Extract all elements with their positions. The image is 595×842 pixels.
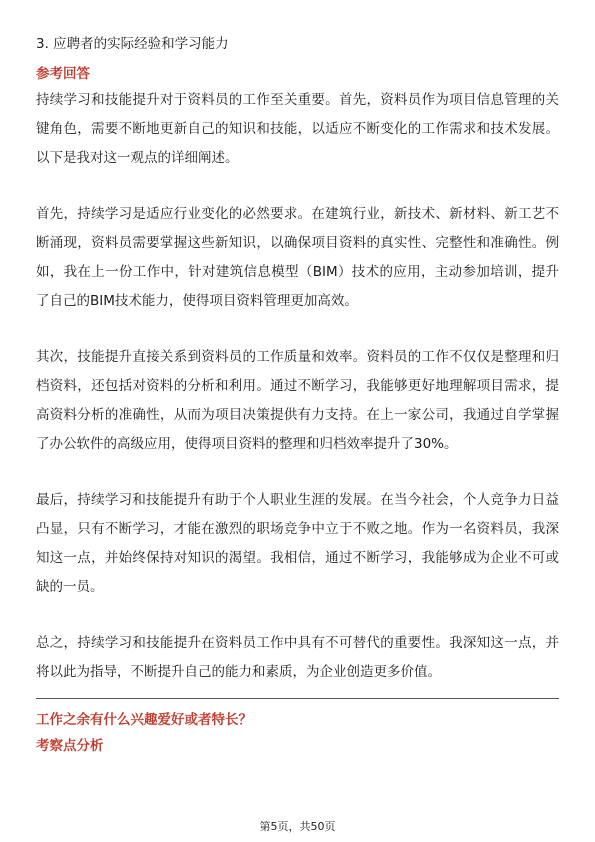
answer-paragraph-3: 其次，技能提升直接关系到资料员的工作质量和效率。资料员的工作不仅仅是整理和归档资料，还包括对资料的分析和利用。通过不断学习，我能够更好地理解项目需求，提高资料分析的准确性，从而为项目决策提供有力支持。在上一家公司，我通过自学掌握了办公软件的高级应用，使得项目资料的整理和归档效率提升了30%。 bbox=[36, 349, 559, 452]
answer-paragraph-2: 首先，持续学习是适应行业变化的必然要求。在建筑行业，新技术、新材料、新工艺不断涌现，资料员需要掌握这些新知识，以确保项目资料的真实性、完整性和准确性。例如，我在上一份工作中，针对建筑信息模型（BIM）技术的应用，主动参加培训，提升了自己的BIM技术能力，使得项目资料管理更加高效。 bbox=[36, 206, 559, 309]
analysis-label: 考察点分析 bbox=[36, 738, 104, 754]
page-footer: 第5页，共50页 bbox=[259, 820, 336, 833]
document-page bbox=[36, 32, 559, 759]
answer-paragraph-1: 持续学习和技能提升对于资料员的工作至关重要。首先，资料员作为项目信息管理的关键角色，需要不断地更新自己的知识和技能，以适应不断变化的工作需求和技术发展。以下是我对这一观点的详细阐述。 bbox=[36, 92, 559, 166]
next-question-heading: 工作之余有什么兴趣爱好或者特长？ bbox=[36, 712, 252, 728]
answer-paragraph-4: 最后，持续学习和技能提升有助于个人职业生涯的发展。在当今社会，个人竞争力日益凸显，只有不断学习，才能在激烈的职场竞争中立于不败之地。作为一名资料员，我深知这一点，并始终保持对知识的渴望。我相信，通过不断学习，我能够成为企业不可或缺的一员。 bbox=[36, 492, 559, 595]
answer-body bbox=[36, 86, 559, 687]
answer-label: 参考回答 bbox=[36, 66, 90, 82]
question-heading: 3. 应聘者的实际经验和学习能力 bbox=[36, 36, 229, 52]
section-divider bbox=[36, 698, 559, 699]
answer-paragraph-5: 总之，持续学习和技能提升在资料员工作中具有不可替代的重要性。我深知这一点，并将以此为指导，不断提升自己的能力和素质，为企业创造更多价值。 bbox=[36, 635, 559, 680]
